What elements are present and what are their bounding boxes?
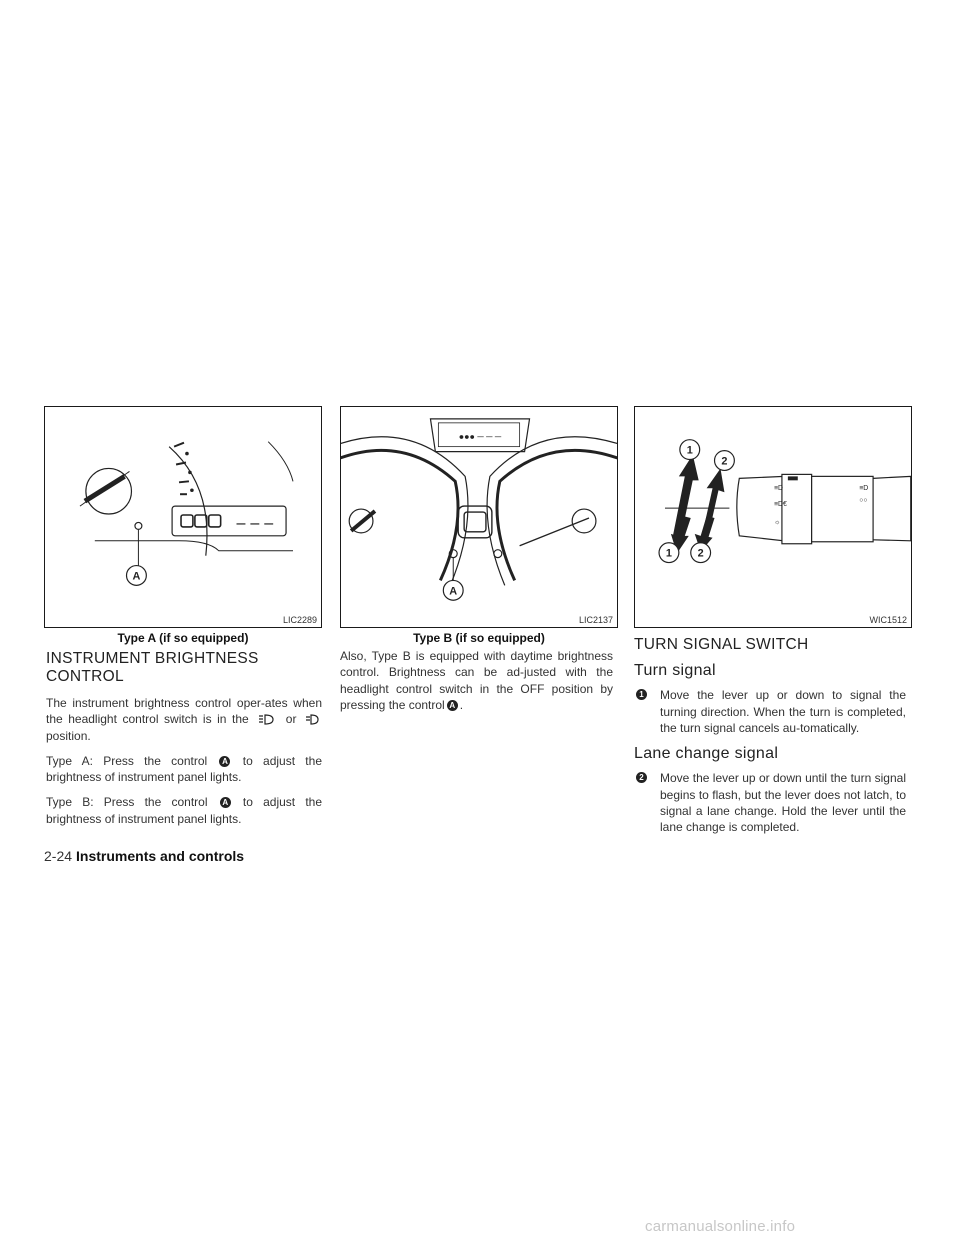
position-text: position. xyxy=(46,728,91,743)
step-2-badge: 2 xyxy=(636,772,647,783)
left-column xyxy=(46,650,322,836)
svg-text:○○: ○○ xyxy=(859,497,868,505)
callout-a-badge: A xyxy=(447,700,458,711)
callout-1-bottom: 1 xyxy=(665,547,672,560)
callout-a-badge: A xyxy=(220,797,231,808)
step-2-text: Move the lever up or down until the turn signal begins to flash, but the lever does not latch, to signal a lane change. Hold the lever until the lane change is completed. xyxy=(660,771,906,835)
period: . xyxy=(459,697,464,712)
callout-1-top: 1 xyxy=(686,444,693,457)
paragraph-type-a xyxy=(46,753,322,786)
turn-signal-illustration xyxy=(635,407,911,627)
type-a-callout-letter: A xyxy=(132,570,141,583)
list-item xyxy=(634,687,906,736)
middle-column xyxy=(340,648,613,722)
svg-text:●●● ─ ─ ─: ●●● ─ ─ ─ xyxy=(458,431,502,442)
step-1-text: Move the lever up or down to signal the turning direction. When the turn is completed, the turn signal cancels au-tomatically. xyxy=(660,688,906,735)
figure-type-b xyxy=(340,406,618,628)
svg-text:≡D€: ≡D€ xyxy=(773,501,787,509)
figure-code: LIC2289 xyxy=(282,615,317,625)
caption-type-a: Type A (if so equipped) xyxy=(117,631,249,645)
intro-text: The instrument brightness control oper-ates when the headlight control switch is in the xyxy=(46,696,322,727)
svg-text:≡D: ≡D xyxy=(859,485,869,493)
subheading-lane-change: Lane change signal xyxy=(634,745,779,763)
subheading-turn-signal: Turn signal xyxy=(634,662,716,679)
type-b-text-end: to adjust the brightness of instrument panel lights. xyxy=(46,795,322,826)
caption-type-b: Type B (if so equipped) xyxy=(413,631,545,645)
section-name: Instruments and controls xyxy=(76,848,245,864)
headlight-low-icon xyxy=(257,714,277,725)
page-number: 2-24 xyxy=(44,848,73,864)
watermark[interactable]: carmanualsonline.info xyxy=(645,1218,796,1235)
section-heading-brightness: INSTRUMENT BRIGHTNESS CONTROL xyxy=(46,650,259,685)
callout-a-badge: A xyxy=(219,756,230,767)
list-item xyxy=(634,770,906,835)
type-b-callout-letter: A xyxy=(449,585,458,598)
type-b-text: Type B: Press the control xyxy=(46,795,208,810)
paragraph-daytime xyxy=(340,648,613,713)
figure-code: WIC1512 xyxy=(869,615,907,625)
figure-turn-signal xyxy=(634,406,912,628)
headlight-icon xyxy=(305,714,319,725)
callout-2-bottom: 2 xyxy=(697,547,704,560)
daytime-text: Also, Type B is equipped with daytime brightness control. Brightness can be ad-justed with the headlight control switch in the OFF position by pressing the control xyxy=(340,649,613,712)
type-a-illustration xyxy=(45,407,321,627)
callout-2-top: 2 xyxy=(721,455,728,468)
section-heading-turn-signal: TURN SIGNAL SWITCH xyxy=(634,636,809,653)
right-column xyxy=(634,636,906,846)
paragraph-type-b xyxy=(46,794,322,827)
figure-type-a xyxy=(44,406,322,628)
paragraph-intro xyxy=(46,695,322,744)
figure-code: LIC2137 xyxy=(578,615,613,625)
svg-text:☼: ☼ xyxy=(773,518,781,526)
page-footer xyxy=(44,848,244,864)
type-a-text-end: to adjust the brightness of instrument panel lights. xyxy=(46,753,322,785)
or-text: or xyxy=(285,712,297,727)
svg-text:≡D: ≡D xyxy=(773,485,784,493)
step-1-badge: 1 xyxy=(636,689,647,700)
type-b-illustration xyxy=(341,407,617,627)
type-a-text: Type A: Press the control xyxy=(46,753,208,768)
